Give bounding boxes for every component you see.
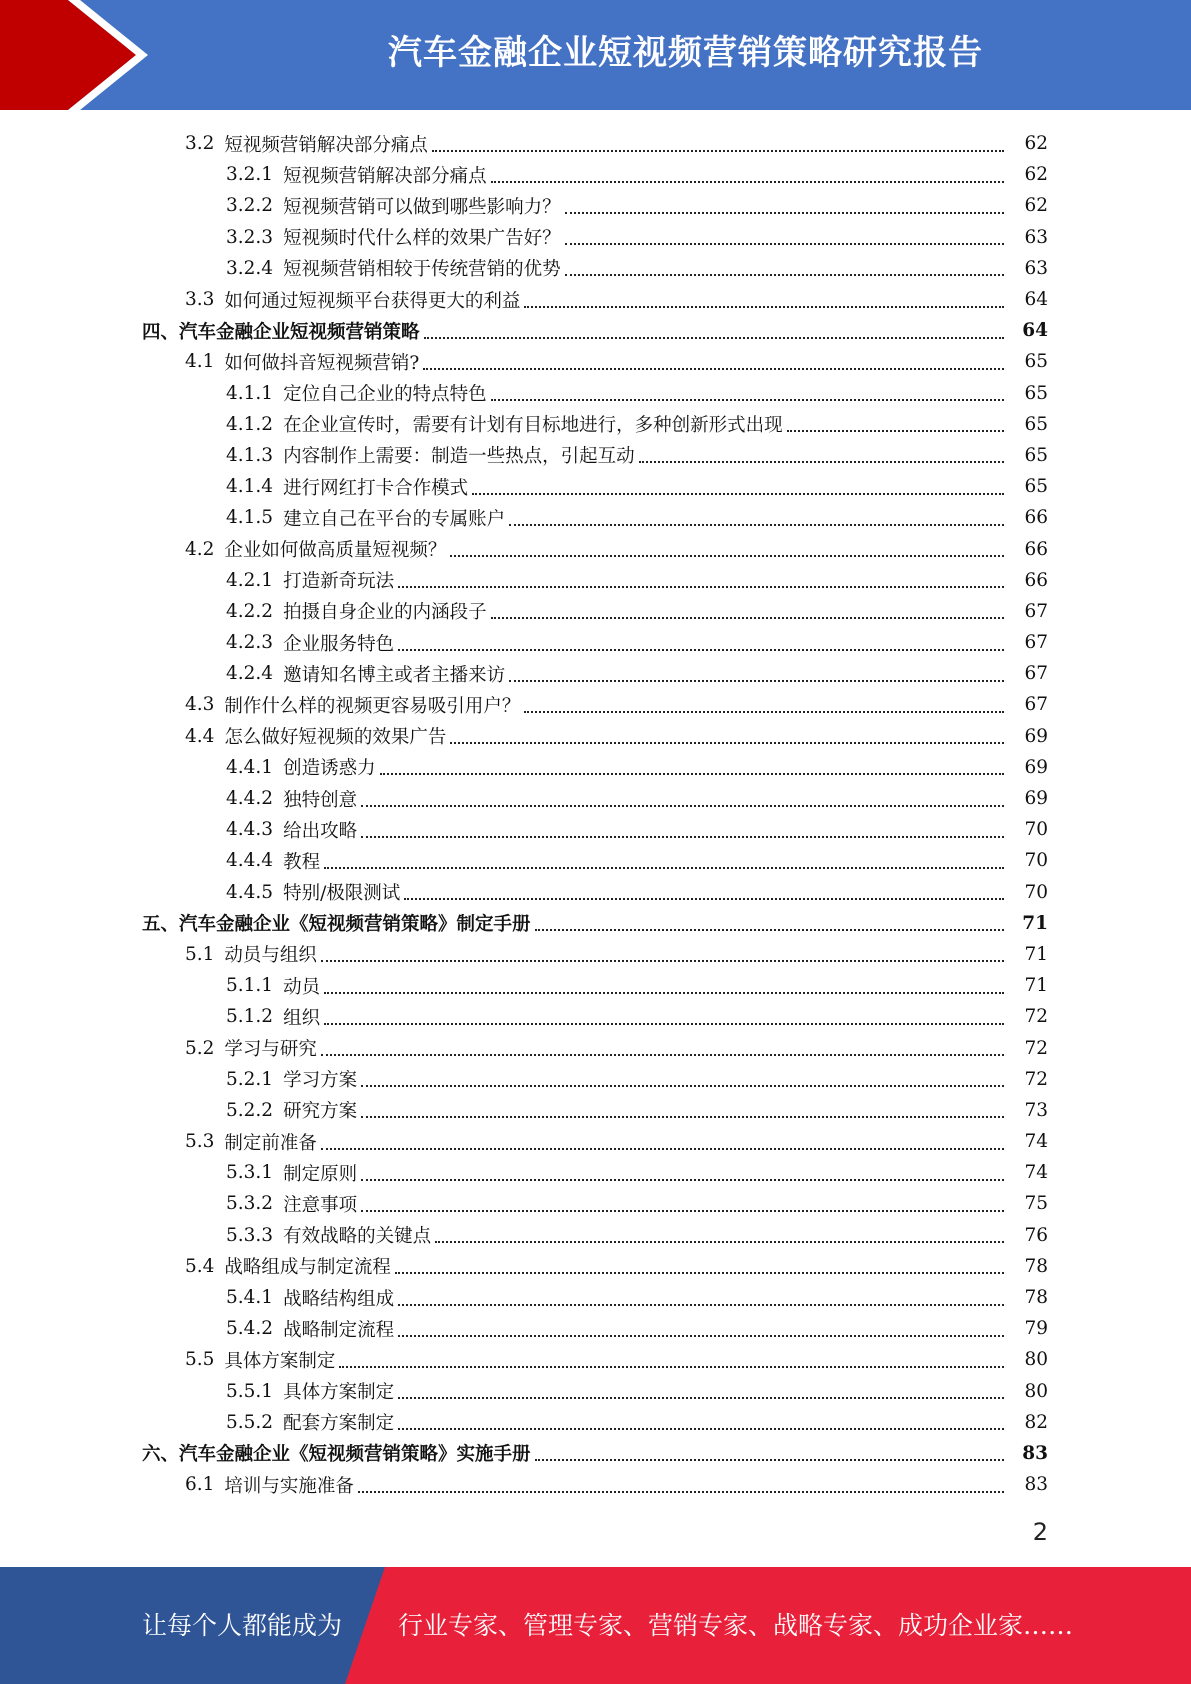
- toc-dot-leader: [423, 368, 1004, 370]
- toc-entry-number: 3.3: [185, 289, 215, 311]
- toc-entry-page: 69: [1024, 756, 1048, 778]
- toc-entry-title: 战略组成与制定流程: [224, 1257, 391, 1279]
- toc-dot-leader: [321, 1148, 1004, 1150]
- toc-entry[interactable]: [0, 689, 1191, 720]
- toc-entry-number: 5.3: [185, 1131, 215, 1153]
- toc-entry-number: 四、: [142, 321, 180, 343]
- toc-dot-leader: [339, 1366, 1004, 1368]
- toc-entry-number: 5.4: [185, 1255, 215, 1277]
- toc-entry-page: 72: [1024, 1006, 1048, 1028]
- toc-dot-leader: [398, 1397, 1004, 1399]
- chevron-arrow-icon: [0, 0, 160, 110]
- toc-entry[interactable]: [0, 1313, 1191, 1344]
- toc-entry[interactable]: [0, 253, 1191, 284]
- toc-entry[interactable]: [0, 1126, 1191, 1157]
- toc-entry-number: 5.3.3: [226, 1224, 274, 1246]
- toc-dot-leader: [524, 306, 1004, 308]
- toc-entry-title: 短视频营销可以做到哪些影响力？: [283, 196, 561, 218]
- toc-entry-title: 独特创意: [283, 789, 358, 811]
- toc-entry-number: 5.2: [185, 1037, 215, 1059]
- toc-entry-title: 组织: [283, 1007, 321, 1029]
- toc-entry[interactable]: [0, 378, 1191, 409]
- toc-entry-page: 80: [1024, 1380, 1048, 1402]
- toc-entry-number: 4.4.5: [226, 881, 274, 903]
- toc-entry-page: 67: [1024, 663, 1048, 685]
- toc-entry[interactable]: [0, 1220, 1191, 1251]
- toc-entry-number: 4.4.4: [226, 850, 274, 872]
- toc-entry-title: 企业服务特色: [283, 633, 395, 655]
- toc-entry[interactable]: [0, 1438, 1191, 1469]
- toc-entry-number: 4.1.3: [226, 444, 274, 466]
- toc-entry-title: 怎么做好短视频的效果广告: [224, 727, 447, 749]
- toc-entry[interactable]: [0, 533, 1191, 564]
- toc-entry[interactable]: [0, 502, 1191, 533]
- toc-entry-number: 4.1.5: [226, 507, 274, 529]
- toc-entry-number: 4.4.1: [226, 756, 274, 778]
- page-footer: [0, 1567, 1191, 1684]
- toc-entry-page: 62: [1024, 133, 1048, 155]
- toc-entry[interactable]: [0, 1032, 1191, 1063]
- toc-entry-title: 制定前准备: [224, 1132, 317, 1154]
- toc-entry-page: 67: [1024, 694, 1048, 716]
- toc-dot-leader: [361, 805, 1004, 807]
- toc-entry-page: 70: [1024, 850, 1048, 872]
- toc-entry[interactable]: [0, 970, 1191, 1001]
- toc-entry-title: 战略制定流程: [283, 1319, 395, 1341]
- toc-entry[interactable]: [0, 190, 1191, 221]
- toc-dot-leader: [524, 711, 1004, 713]
- toc-entry[interactable]: [0, 284, 1191, 315]
- toc-entry-number: 5.5.2: [226, 1411, 274, 1433]
- toc-entry-page: 78: [1024, 1255, 1048, 1277]
- toc-entry-title: 注意事项: [283, 1194, 358, 1216]
- toc-entry[interactable]: [0, 1407, 1191, 1438]
- toc-entry-page: 67: [1024, 600, 1048, 622]
- toc-entry-page: 65: [1024, 444, 1048, 466]
- toc-dot-leader: [450, 742, 1004, 744]
- toc-entry-number: 5.1.2: [226, 1006, 274, 1028]
- toc-entry-number: 5.1: [185, 943, 215, 965]
- toc-entry-number: 4.2.3: [226, 632, 274, 654]
- toc-entry-number: 5.4.1: [226, 1287, 274, 1309]
- toc-dot-leader: [321, 1054, 1004, 1056]
- toc-entry-number: 4.4.3: [226, 819, 274, 841]
- toc-entry-number: 5.5.1: [226, 1380, 274, 1402]
- toc-entry-title: 如何通过短视频平台获得更大的利益: [224, 290, 521, 312]
- toc-dot-leader: [398, 649, 1004, 651]
- toc-entry-title: 短视频营销相较于传统营销的优势: [283, 259, 561, 281]
- toc-entry[interactable]: [0, 752, 1191, 783]
- toc-entry-number: 4.2.2: [226, 600, 274, 622]
- toc-entry[interactable]: [0, 1282, 1191, 1313]
- toc-entry[interactable]: [0, 1344, 1191, 1375]
- toc-entry-number: 4.1.2: [226, 413, 274, 435]
- toc-entry-number: 5.4.2: [226, 1318, 274, 1340]
- page-header: [0, 0, 1191, 110]
- toc-entry-title: 邀请知名博主或者主播来访: [283, 664, 506, 686]
- toc-entry-title: 定位自己企业的特点特色: [283, 384, 487, 406]
- toc-entry-number: 4.4.2: [226, 788, 274, 810]
- toc-entry-title: 研究方案: [283, 1101, 358, 1123]
- toc-entry[interactable]: [0, 222, 1191, 253]
- toc-entry-page: 71: [1022, 912, 1048, 934]
- toc-entry-number: 4.3: [185, 694, 215, 716]
- toc-dot-leader: [358, 1491, 1004, 1493]
- toc-entry-page: 66: [1024, 507, 1048, 529]
- toc-dot-leader: [361, 1085, 1004, 1087]
- toc-dot-leader: [361, 1116, 1004, 1118]
- toc-entry[interactable]: [0, 471, 1191, 502]
- toc-entry[interactable]: [0, 128, 1191, 159]
- toc-entry[interactable]: [0, 596, 1191, 627]
- toc-entry-page: 67: [1024, 632, 1048, 654]
- toc-entry[interactable]: [0, 1064, 1191, 1095]
- toc-entry-number: 3.2.2: [226, 195, 274, 217]
- toc-entry-page: 62: [1024, 195, 1048, 217]
- toc-dot-leader: [787, 430, 1004, 432]
- toc-entry-number: 3.2: [185, 133, 215, 155]
- toc-entry-page: 65: [1024, 351, 1048, 373]
- footer-tagline: 行业专家、管理专家、营销专家、战略专家、成功企业家……: [398, 1611, 1074, 1640]
- toc-dot-leader: [398, 1428, 1004, 1430]
- toc-entry[interactable]: [0, 565, 1191, 596]
- toc-entry[interactable]: [0, 783, 1191, 814]
- toc-entry-title: 内容制作上需要：制造一些热点，引起互动: [283, 446, 635, 468]
- toc-entry-title: 短视频营销解决部分痛点: [224, 134, 428, 156]
- toc-dot-leader: [535, 1459, 1004, 1461]
- page-number: 2: [1032, 1518, 1048, 1546]
- toc-dot-leader: [324, 1023, 1004, 1025]
- toc-entry[interactable]: [0, 627, 1191, 658]
- toc-entry-page: 79: [1024, 1318, 1048, 1340]
- toc-entry-title: 具体方案制定: [224, 1350, 336, 1372]
- toc-entry-page: 66: [1024, 538, 1048, 560]
- toc-entry-title: 动员: [283, 976, 321, 998]
- toc-entry-number: 4.1.1: [226, 382, 274, 404]
- toc-entry[interactable]: [0, 1095, 1191, 1126]
- toc-entry[interactable]: [0, 877, 1191, 908]
- toc-dot-leader: [509, 680, 1004, 682]
- toc-entry-title: 有效战略的关键点: [283, 1226, 432, 1248]
- toc-entry-title: 动员与组织: [224, 945, 317, 967]
- toc-entry-page: 64: [1024, 289, 1048, 311]
- toc-entry-title: 制作什么样的视频更容易吸引用户？: [224, 695, 521, 717]
- toc-entry-page: 71: [1024, 975, 1048, 997]
- toc-entry-number: 4.1.4: [226, 476, 274, 498]
- toc-dot-leader: [432, 150, 1004, 152]
- toc-entry-title: 学习方案: [283, 1070, 358, 1092]
- toc-entry-title: 创造诱惑力: [283, 758, 376, 780]
- toc-entry-number: 5.2.1: [226, 1068, 274, 1090]
- toc-entry[interactable]: [0, 1001, 1191, 1032]
- toc-entry-title: 培训与实施准备: [224, 1475, 354, 1497]
- toc-entry-number: 3.2.1: [226, 164, 274, 186]
- toc-dot-leader: [565, 243, 1004, 245]
- toc-entry-page: 73: [1024, 1099, 1048, 1121]
- table-of-contents: [0, 128, 1191, 1500]
- toc-entry-title: 学习与研究: [224, 1039, 317, 1061]
- toc-entry-number: 5.3.2: [226, 1193, 274, 1215]
- toc-entry-number: 4.2.4: [226, 663, 274, 685]
- toc-entry-title: 教程: [283, 851, 321, 873]
- toc-entry-page: 74: [1024, 1162, 1048, 1184]
- toc-entry-page: 65: [1024, 413, 1048, 435]
- toc-entry-number: 4.2.1: [226, 569, 274, 591]
- toc-entry[interactable]: [0, 1157, 1191, 1188]
- toc-entry[interactable]: [0, 658, 1191, 689]
- toc-entry-page: 75: [1024, 1193, 1048, 1215]
- toc-dot-leader: [424, 337, 1004, 339]
- toc-dot-leader: [491, 181, 1004, 183]
- toc-entry-title: 在企业宣传时，需要有计划有目标地进行，多种创新形式出现: [283, 415, 783, 437]
- toc-entry[interactable]: [0, 346, 1191, 377]
- toc-dot-leader: [435, 1241, 1004, 1243]
- toc-entry[interactable]: [0, 409, 1191, 440]
- toc-entry[interactable]: [0, 1469, 1191, 1500]
- toc-entry[interactable]: [0, 1376, 1191, 1407]
- toc-entry-title: 如何做抖音短视频营销?: [224, 352, 420, 374]
- toc-entry-page: 69: [1024, 788, 1048, 810]
- toc-dot-leader: [380, 773, 1004, 775]
- toc-entry-page: 63: [1024, 226, 1048, 248]
- toc-entry-number: 六、: [142, 1444, 180, 1466]
- toc-entry-title: 打造新奇玩法: [283, 571, 395, 593]
- toc-entry-title: 企业如何做高质量短视频？: [224, 540, 447, 562]
- toc-entry-page: 69: [1024, 725, 1048, 747]
- toc-entry-title: 战略结构组成: [283, 1288, 395, 1310]
- toc-dot-leader: [639, 461, 1004, 463]
- toc-dot-leader: [535, 929, 1004, 931]
- toc-entry-title: 特别/极限测试: [283, 883, 401, 905]
- toc-entry-number: 5.3.1: [226, 1162, 274, 1184]
- toc-entry-page: 66: [1024, 569, 1048, 591]
- toc-entry[interactable]: [0, 845, 1191, 876]
- toc-entry-title: 拍摄自身企业的内涵段子: [283, 602, 487, 624]
- toc-entry-title: 短视频营销解决部分痛点: [283, 165, 487, 187]
- toc-dot-leader: [404, 898, 1004, 900]
- toc-dot-leader: [321, 960, 1004, 962]
- toc-entry-page: 82: [1024, 1411, 1048, 1433]
- toc-dot-leader: [398, 1304, 1004, 1306]
- toc-dot-leader: [565, 274, 1004, 276]
- toc-entry[interactable]: [0, 721, 1191, 752]
- toc-entry-title: 进行网红打卡合作模式: [283, 477, 469, 499]
- toc-entry-page: 80: [1024, 1349, 1048, 1371]
- toc-dot-leader: [491, 399, 1004, 401]
- toc-entry[interactable]: [0, 939, 1191, 970]
- toc-entry[interactable]: [0, 440, 1191, 471]
- toc-entry-page: 72: [1024, 1037, 1048, 1059]
- toc-entry-page: 78: [1024, 1287, 1048, 1309]
- toc-entry-number: 3.2.3: [226, 226, 274, 248]
- footer-slogan: 让每个人都能成为: [142, 1611, 343, 1640]
- toc-entry-title: 配套方案制定: [283, 1413, 395, 1435]
- toc-entry-page: 65: [1024, 382, 1048, 404]
- toc-entry-title: 汽车金融企业《短视频营销策略》实施手册: [179, 1444, 531, 1466]
- toc-entry-number: 6.1: [185, 1474, 215, 1496]
- toc-entry-title: 汽车金融企业《短视频营销策略》制定手册: [179, 914, 531, 936]
- toc-entry-number: 4.1: [185, 351, 215, 373]
- toc-entry[interactable]: [0, 814, 1191, 845]
- toc-entry-page: 74: [1024, 1131, 1048, 1153]
- toc-dot-leader: [398, 1335, 1004, 1337]
- toc-entry-page: 76: [1024, 1224, 1048, 1246]
- toc-dot-leader: [398, 586, 1004, 588]
- toc-entry-page: 62: [1024, 164, 1048, 186]
- toc-entry-title: 给出攻略: [283, 820, 358, 842]
- toc-dot-leader: [324, 992, 1004, 994]
- toc-entry-page: 65: [1024, 476, 1048, 498]
- toc-entry-number: 5.2.2: [226, 1099, 274, 1121]
- toc-entry-number: 五、: [142, 914, 180, 936]
- toc-dot-leader: [361, 1179, 1004, 1181]
- toc-entry-title: 具体方案制定: [283, 1382, 395, 1404]
- toc-dot-leader: [491, 617, 1004, 619]
- toc-dot-leader: [472, 493, 1004, 495]
- toc-entry-page: 64: [1022, 320, 1048, 342]
- toc-entry-page: 71: [1024, 943, 1048, 965]
- toc-entry[interactable]: [0, 908, 1191, 939]
- toc-dot-leader: [450, 555, 1004, 557]
- toc-entry-page: 70: [1024, 819, 1048, 841]
- toc-dot-leader: [361, 1210, 1004, 1212]
- toc-entry-page: 63: [1024, 257, 1048, 279]
- toc-entry-number: 5.1.1: [226, 975, 274, 997]
- toc-entry[interactable]: [0, 1251, 1191, 1282]
- toc-entry-page: 70: [1024, 881, 1048, 903]
- toc-entry-page: 83: [1022, 1442, 1048, 1464]
- toc-dot-leader: [395, 1272, 1004, 1274]
- toc-entry[interactable]: [0, 159, 1191, 190]
- toc-entry-page: 83: [1024, 1474, 1048, 1496]
- toc-dot-leader: [509, 524, 1004, 526]
- toc-entry-title: 建立自己在平台的专属账户: [283, 508, 506, 530]
- toc-dot-leader: [324, 867, 1004, 869]
- toc-dot-leader: [565, 212, 1004, 214]
- toc-dot-leader: [361, 836, 1004, 838]
- toc-entry-number: 5.5: [185, 1349, 215, 1371]
- toc-entry-title: 短视频时代什么样的效果广告好？: [283, 228, 561, 250]
- document-title: 汽车金融企业短视频营销策略研究报告: [388, 33, 983, 73]
- toc-entry-title: 制定原则: [283, 1163, 358, 1185]
- toc-entry-page: 72: [1024, 1068, 1048, 1090]
- toc-entry[interactable]: [0, 1188, 1191, 1219]
- toc-entry-title: 汽车金融企业短视频营销策略: [179, 321, 420, 343]
- toc-entry-number: 4.2: [185, 538, 215, 560]
- toc-entry-number: 3.2.4: [226, 257, 274, 279]
- toc-entry-number: 4.4: [185, 725, 215, 747]
- toc-entry[interactable]: [0, 315, 1191, 346]
